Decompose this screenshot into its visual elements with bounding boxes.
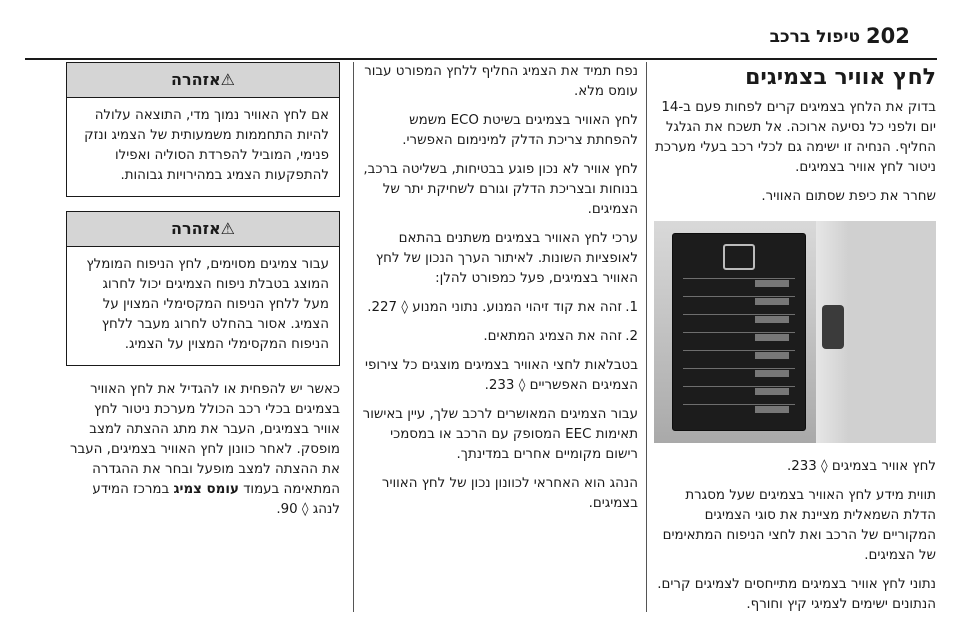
- paragraph: עבור הצמיגים המאושרים לרכב שלך, עיין באישור תאימות EEC המסופק עם הרכב או במסמכי רישום מקומיים אחרים במדינתך.: [362, 407, 638, 462]
- paragraph: לחץ האוויר בצמיגים בשיטת ECO משמש להפחתת צריכת הדלק למינימום האפשרי.: [402, 113, 638, 148]
- right-column: [652, 62, 936, 624]
- door-latch: [822, 305, 844, 349]
- list-text: זהה את הצמיג המתאים.: [483, 329, 622, 344]
- paragraph-text: במרכז המידע לנהג ◊ 90.: [92, 482, 340, 517]
- column-divider: [646, 62, 647, 612]
- middle-column: [362, 62, 638, 523]
- paragraph: בטבלאות לחצי האוויר בצמיגים מוצגים כל צירופי הצמיגים האפשריים ◊ 233.: [364, 358, 638, 393]
- header-rule: [25, 58, 937, 60]
- warning-triangle-icon: ⚠: [220, 70, 235, 89]
- paragraph: תווית מידע לחץ האוויר בצמיגים שעל מסגרת הדלת השמאלית מציינת את סוגי הצמיגים המקוריים של הרכב ואת לחצי הניפוח המתאימים של הצמיגים.: [662, 488, 936, 563]
- paragraph: [66, 380, 340, 520]
- section-title: לחץ אוויר בצמיגים: [745, 65, 936, 90]
- paragraph: לחץ אוויר בצמיגים ◊ 233.: [786, 459, 936, 474]
- paragraph: לחץ אוויר לא נכון פוגע בבטיחות, בשליטה ברכב, בנוחות ובצריכת הדלק וגורם לשחיקת יתר של הצמיגים.: [363, 162, 638, 217]
- manual-book-icon: [723, 244, 755, 270]
- warning-body: [67, 98, 339, 196]
- tire-pressure-sticker: [672, 233, 806, 431]
- list-item: [362, 327, 638, 347]
- warning-text: עבור צמיגים מסוימים, לחץ הניפוח המומלץ המוצג בטבלת ניפוח הצמיגים יכול לחרוג מעל ללחץ הניפוח המקסימלי המצוין על הצמיג. אסור בהחלט לחרוג מעבר ללחץ הניפוח המקסימלי המצוין על הצמיג.: [86, 257, 329, 352]
- page-header: [0, 0, 960, 58]
- column-divider: [353, 62, 354, 612]
- warning-text: אם לחץ האוויר נמוך מדי, התוצאה עלולה להיות התחממות משמעותית של הצמיג ונזק פנימי, המוביל להפרדת הסוליה ואפילו להתפקעות הצמיג במהירויות גבוהות.: [84, 108, 329, 183]
- warning-header: [67, 212, 339, 247]
- warning-body: [67, 247, 339, 365]
- page-number: 202: [866, 24, 910, 48]
- warning-triangle-icon: ⚠: [220, 219, 235, 238]
- tire-pressure-label-photo: [654, 221, 936, 443]
- paragraph: נתוני לחץ אוויר בצמיגים מתייחסים לצמיגים קרים. הנתונים ישימים לצמיגי קיץ וחורף.: [657, 577, 936, 612]
- paragraph: בדוק את הלחץ בצמיגים קרים לפחות פעם ב-14 יום ולפני כל נסיעה ארוכה. אל תשכח את הגלגל החליף. הנחיה זו ישימה גם לכלי רכב בעלי מערכת ניטור לחץ אוויר בצמיגים.: [655, 100, 936, 175]
- door-panel: [850, 221, 936, 443]
- list-number: 2.: [625, 329, 638, 344]
- paragraph: נפח תמיד את הצמיג החליף ללחץ המפורט עבור עומס מלא.: [364, 64, 638, 99]
- list-text: זהה את קוד זיהוי המנוע. נתוני המנוע ◊ 227.: [367, 300, 622, 315]
- paragraph: שחרר את כיפת שסתום האוויר.: [761, 189, 936, 204]
- running-head: טיפול ברכב: [769, 27, 860, 47]
- warning-title: אזהרה: [170, 70, 221, 89]
- left-column: [66, 62, 340, 529]
- menu-term: עומס צמיג: [173, 482, 239, 497]
- warning-box: [66, 62, 340, 197]
- paragraph-text: כאשר יש להפחית או להגדיל את לחץ האוויר בצמיגים בכלי רכב הכולל מערכת ניטור לחץ אוויר בצמיגים, העבר את מתג ההצתה למצב מופסק. לאחר כוונון לחץ האוויר בצמיגים, העבר את ההצתה למצב מופעל ובחר את ההגדרה המתאימה בעמוד: [70, 382, 340, 497]
- paragraph: הנהג הוא האחראי לכוונון נכון של לחץ האוויר בצמיגים.: [381, 476, 638, 511]
- list-number: 1.: [625, 300, 638, 315]
- warning-header: [67, 63, 339, 98]
- list-item: [362, 298, 638, 318]
- warning-box: [66, 211, 340, 366]
- paragraph: ערכי לחץ האוויר בצמיגים משתנים בהתאם לאופציות השונות. לאיתור הערך הנכון של לחץ האוויר בצמיגים, פעל כמפורט להלן:: [375, 231, 638, 286]
- warning-title: אזהרה: [170, 219, 221, 238]
